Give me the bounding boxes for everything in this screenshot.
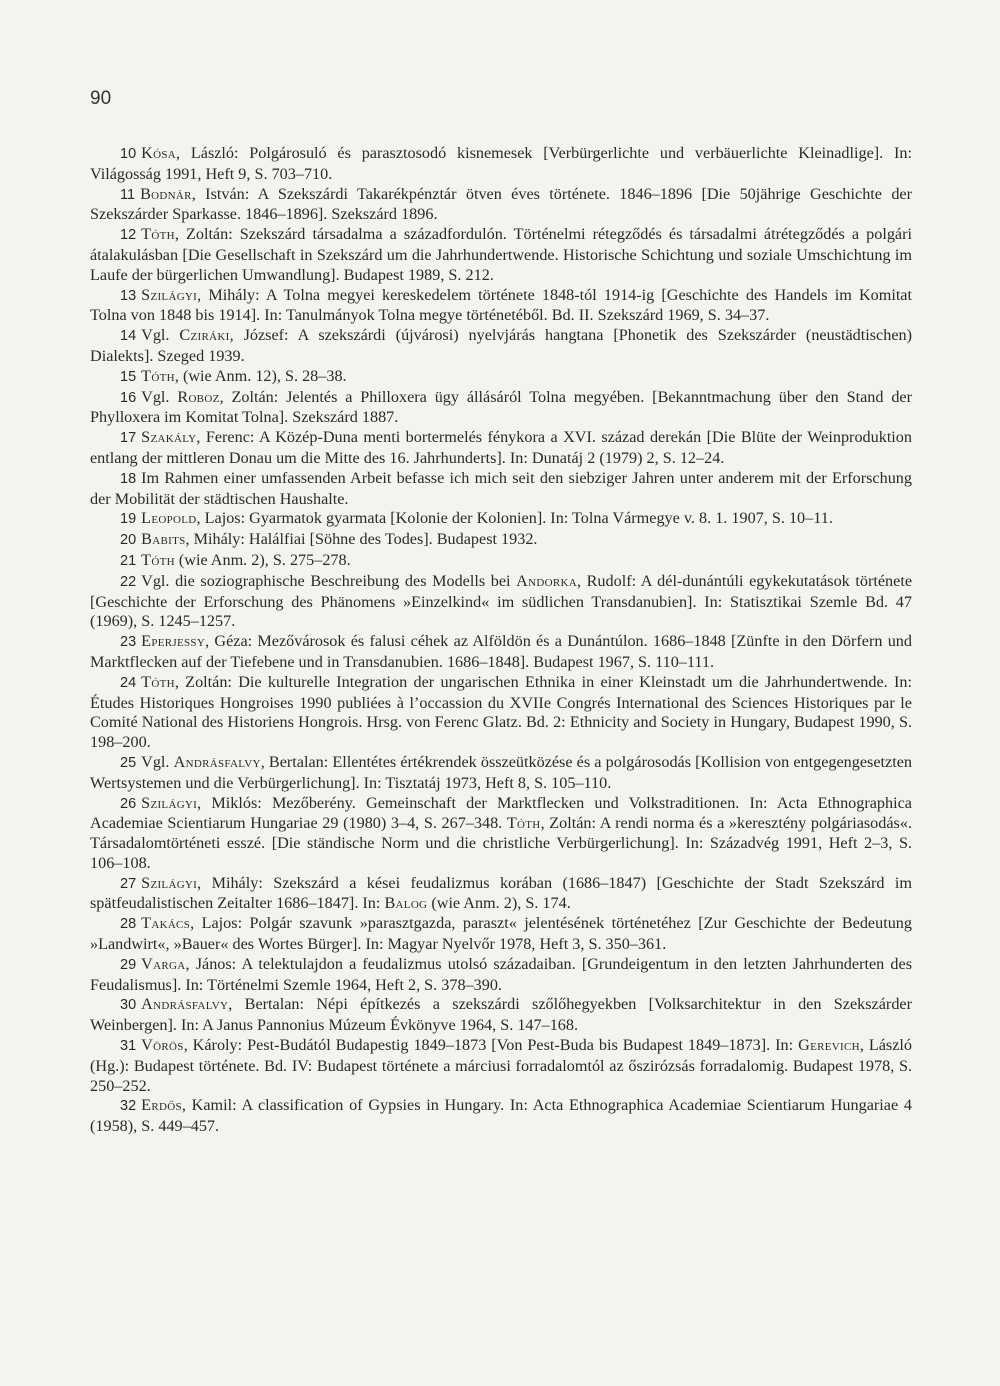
footnote-number: 25 [120, 754, 137, 771]
footnote [90, 1036, 912, 1096]
footnote [90, 286, 912, 327]
author-name: Eperjessy [141, 632, 206, 651]
footnote [90, 995, 912, 1036]
footnote-number: 24 [120, 674, 137, 691]
footnote-text: , Bertalan: Népi építkezés a szekszárdi szőlőhegyekben [Volksarchitektur in den Szekszárder Weinbergen]. In: A Janus Pannonius Múzeum Évkönyve 1964, S. 147–168. [90, 995, 912, 1035]
author-name: Szilágyi [141, 793, 198, 812]
author-name: Andorka [516, 571, 577, 590]
author-name: Balog [384, 894, 428, 913]
footnote-text: , Zoltán: A rendi norma és a »keresztény polgáriasodás«. Társadalomtörténeti esszé. [Die ständische Norm und die christliche Verbürgerlichung]. In: Századvég 1991, Heft 2–3, S. 106–108. [90, 814, 912, 872]
footnote [90, 1096, 912, 1137]
author-name: Tóth [506, 814, 541, 833]
footnote-text: , István: A Szekszárdi Takarékpénztár ötven éves története. 1846–1896 [Die 50jährige Geschichte der Szekszárder Sparkasse. 1846–1896]. Szekszárd 1896. [90, 184, 912, 224]
footnote [90, 914, 912, 955]
footnote-number: 21 [120, 552, 137, 569]
author-name: Andrásfalvy [141, 995, 229, 1014]
footnote [90, 551, 912, 572]
footnote [90, 428, 912, 469]
footnote-text: (wie Anm. 2), S. 174. [427, 894, 571, 913]
footnote [90, 632, 912, 673]
footnote [90, 874, 912, 915]
footnote [90, 144, 912, 185]
author-name: Gerevich [798, 1036, 860, 1055]
footnote-text: , Bertalan: Ellentétes értékrendek összeütközése és a polgárosodás [Kollision von entgegengesetzten Wertsystemen und die Verbürgerlichung]. In: Tisztatáj 1973, Heft 8, S. 105–110. [90, 752, 912, 792]
author-name: Szilágyi [141, 285, 198, 304]
author-name: Babits [141, 530, 186, 549]
footnote-number: 20 [120, 532, 137, 549]
author-name: Szakály [141, 428, 197, 447]
author-name: Leopold [141, 509, 197, 528]
footnote-text: , Miklós: Mezőberény. Gemeinschaft der Marktflecken und Volkstraditionen. In: Acta Ethnographica Academiae Scientiarum Hungariae 29 (1980) 3–4, S. 267–348. [90, 793, 912, 833]
footnote-number: 26 [120, 795, 137, 812]
author-name: Takács [141, 914, 191, 933]
footnote-number: 14 [120, 328, 137, 345]
footnote-number: 17 [120, 430, 137, 447]
footnote-text: , Zoltán: Szekszárd társadalma a századfordulón. Történelmi rétegződés és társadalmi átrétegződés a polgári átalakulásban [Die Gesellschaft in Szekszárd um die Jahrhundertwende. Historische Schichtung und soziale Umschichtung im Laufe der bürgerlichen Umwandlung]. Budapest 1989, S. 212. [90, 225, 912, 284]
footnote-number: 31 [120, 1038, 137, 1055]
footnote-number: 28 [120, 916, 137, 933]
footnote-text: , Mihály: Szekszárd a kései feudalizmus korában (1686–1847) [Geschichte der Stadt Szekszárd im spätfeudalistischen Zeitalter 1686–1847]. In: [90, 873, 912, 913]
footnote-text: , Lajos: Polgár szavunk »parasztgazda, paraszt« jelentésének történetéhez [Zur Geschichte der Bedeutung »Landwirt«, »Bauer« des Wortes Bürger]. In: Magyar Nyelvőr 1978, Heft 3, S. 350–361. [90, 914, 912, 954]
author-name: Roboz [177, 387, 220, 406]
footnote [90, 753, 912, 794]
author-name: Tóth [141, 225, 175, 244]
page-number: 90 [90, 88, 112, 109]
footnote-number: 19 [120, 511, 137, 528]
footnote [90, 673, 912, 753]
footnote-number: 18 [120, 470, 137, 487]
footnote-text: Vgl. [141, 387, 178, 406]
author-name: Kósa [141, 144, 177, 162]
footnote-number: 29 [120, 956, 137, 973]
footnote-text: , (wie Anm. 12), S. 28–38. [174, 366, 347, 385]
footnote-number: 12 [120, 227, 137, 244]
footnote-number: 16 [120, 389, 137, 406]
footnote-text: , Károly: Pest-Budától Budapestig 1849–1873 [Von Pest-Buda bis Budapest 1849–1873]. In: [183, 1036, 799, 1055]
footnote-text: , Mihály: Halálfiai [Söhne des Todes]. Budapest 1932. [185, 530, 538, 549]
footnote-number: 22 [120, 573, 137, 590]
footnote-text: (wie Anm. 2), S. 275–278. [174, 550, 351, 569]
footnote [90, 388, 912, 429]
footnote-text: , Ferenc: A Közép-Duna menti bortermelés fénykora a XVI. század derekán [Die Blüte der Weinproduktion entlang der mittleren Donau um die Mitte des 16. Jahrhunderts]. In: Dunatáj 2 (1979) 2, S. 12–24. [90, 428, 912, 467]
footnote [90, 530, 912, 551]
author-name: Bodnár [140, 184, 192, 203]
footnote-text: , László: Polgárosuló és parasztosodó kisnemesek [Verbürgerlichte und verbäuerlichte Kleinadlige]. In: Világosság 1991, Heft 9, S. 703–710. [90, 144, 912, 183]
footnote-number: 23 [120, 634, 137, 651]
footnote [90, 572, 912, 632]
footnote [90, 367, 912, 388]
footnote-text: , László (Hg.): Budapest története. Bd. IV: Budapest története a márciusi forradalomtól az őszirózsás forradalomig. Budapest 1978, S. 250–252. [90, 1036, 912, 1095]
footnote-number: 27 [120, 875, 137, 892]
author-name: Cziráki [179, 326, 230, 345]
author-name: Tóth [141, 550, 175, 569]
footnote-text: Vgl. [141, 752, 174, 771]
footnote-text: , Mihály: A Tolna megyei kereskedelem története 1848-tól 1914-ig [Geschichte des Handels im Komitat Tolna von 1848 bis 1914]. In: Tanulmányok Tolna megye történetéből. Bd. II. Szekszárd 1969, S. 34–37. [90, 285, 912, 325]
footnote-text: , Géza: Mezővárosok és falusi céhek az Alföldön és a Dunántúlon. 1686–1848 [Zünfte in den Dörfern und Marktflecken auf der Tiefebene und in Transdanubien. 1686–1848]. Budapest 1967, S. 110–111. [90, 632, 912, 671]
footnote [90, 326, 912, 367]
footnote-number: 32 [120, 1098, 137, 1115]
footnote [90, 955, 912, 996]
author-name: Varga [141, 954, 186, 973]
footnote-text: , Lajos: Gyarmatok gyarmata [Kolonie der Kolonien]. In: Tolna Vármegye v. 8. 1. 1907, S. 10–11. [196, 509, 833, 528]
footnote-text: , Zoltán: Jelentés a Philloxera ügy állásáról Tolna megyében. [Bekanntmachung über den Stand der Phylloxera im Komitat Tolna]. Szekszárd 1887. [90, 387, 913, 427]
footnote-number: 10 [120, 146, 137, 162]
footnote-text: Vgl. [141, 326, 180, 345]
footnote-text: , János: A telektulajdon a feudalizmus utolsó századaiban. [Grundeigentum in den letzten Jahrhunderten des Feudalismus]. In: Történelmi Szemle 1964, Heft 2, S. 378–390. [90, 954, 912, 994]
footnote-text: Im Rahmen einer umfassenden Arbeit befasse ich mich seit den siebziger Jahren unter anderem mit der Erforschung der Mobilität der städtischen Haushalte. [90, 468, 912, 508]
footnote [90, 794, 912, 874]
footnote [90, 509, 912, 530]
footnotes-list [90, 144, 912, 1137]
footnote [90, 225, 912, 285]
author-name: Szilágyi [141, 873, 198, 892]
footnote-text: , József: A szekszárdi (újvárosi) nyelvjárás hangtana [Phonetik des Szekszárder (neustädtischen) Dialekts]. Szeged 1939. [90, 326, 913, 365]
footnote-text: , Zoltán: Die kulturelle Integration der ungarischen Ethnika in einer Kleinstadt um die Jahrhundertwende. In: Études Historiques Hongroises 1990 publiées à l’occassion du XVIIe Congrés International des Sciences Historiques par le Comité National des Historiens Hongrois. Hrsg. von Ferenc Glatz. Bd. 2: Ethnicity and Society in Hungary, Budapest 1990, S. 198–200. [90, 672, 912, 752]
footnote [90, 185, 912, 226]
footnote-text: Vgl. die soziographische Beschreibung des Modells bei [141, 571, 517, 590]
footnote-number: 11 [120, 186, 136, 203]
footnote [90, 469, 912, 510]
author-name: Tóth [141, 366, 175, 385]
author-name: Erdős [141, 1096, 182, 1115]
footnote-number: 15 [120, 368, 137, 385]
footnote-text: , Rudolf: A dél-dunántúli egykekutatások története [Geschichte der Erforschung des Phänomens »Einzelkind« im südlichen Transdanubien]. In: Statisztikai Szemle Bd. 47 (1969), S. 1245–1257. [90, 571, 912, 631]
footnote-number: 30 [120, 997, 137, 1014]
footnote-number: 13 [120, 287, 137, 304]
author-name: Vörös [141, 1036, 184, 1055]
author-name: Andrásfalvy [173, 752, 261, 771]
author-name: Tóth [141, 672, 175, 691]
footnote-text: , Kamil: A classification of Gypsies in Hungary. In: Acta Ethnographica Academiae Scientiarum Hungariae 4 (1958), S. 449–457. [90, 1096, 912, 1136]
